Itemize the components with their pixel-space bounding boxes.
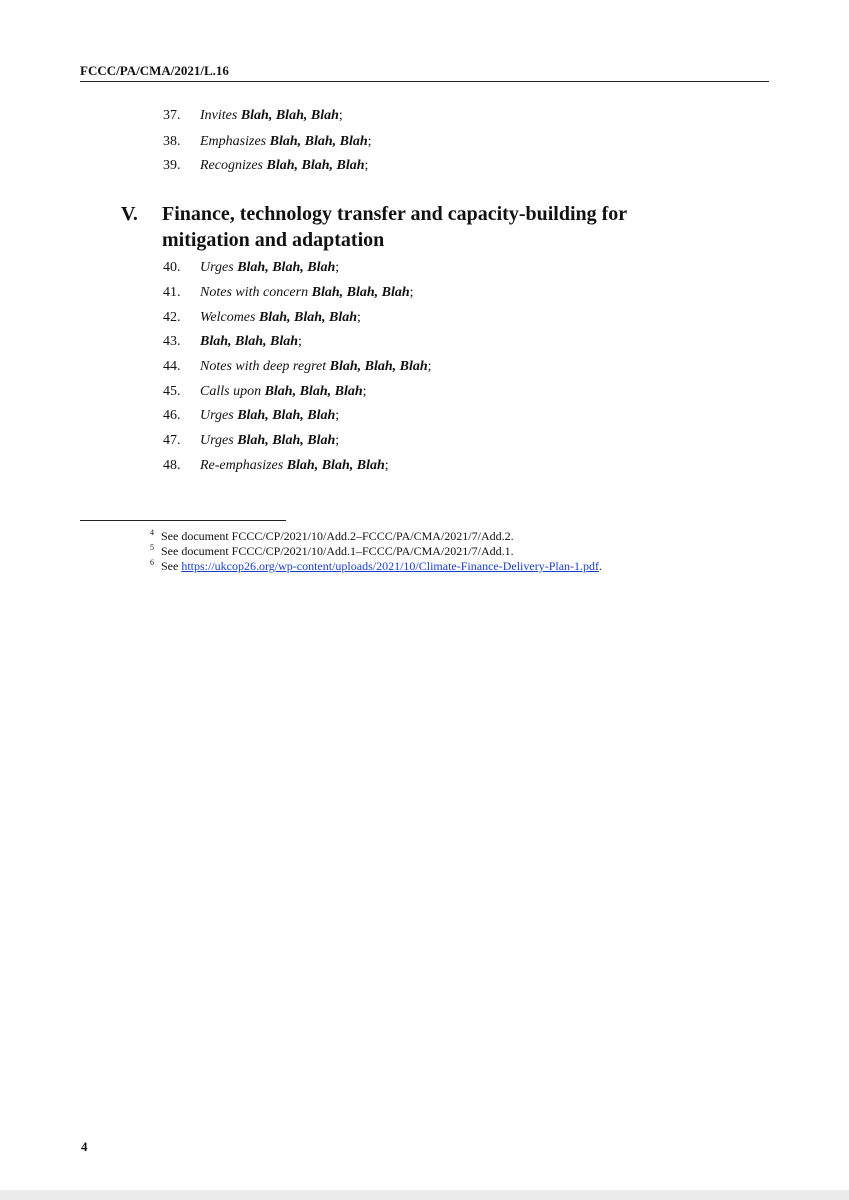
- operative-verb: Emphasizes: [200, 134, 267, 149]
- paragraph-number: 40.: [163, 260, 181, 275]
- paragraph-number: 48.: [163, 458, 181, 473]
- operative-verb: Re-emphasizes: [200, 458, 284, 473]
- paragraph-text: Blah, Blah, Blah: [258, 310, 358, 325]
- paragraph-text: Blah, Blah, Blah: [200, 334, 299, 349]
- paragraph-text: Blah, Blah, Blah: [286, 458, 385, 473]
- paragraph-47: 47. Urges Blah, Blah, Blah;: [163, 433, 340, 448]
- paragraph-42: 42. Welcomes Blah, Blah, Blah;: [163, 310, 361, 325]
- paragraph-number: 47.: [163, 433, 181, 448]
- paragraph-number: 39.: [163, 158, 181, 173]
- page-number: 4: [81, 1139, 88, 1154]
- paragraph-45: 45. Calls upon Blah, Blah, Blah;: [163, 384, 367, 399]
- paragraph-text: Blah, Blah, Blah: [237, 260, 336, 275]
- section-title: Finance, technology transfer and capacity-building for mitigation and adaptation: [162, 203, 627, 251]
- footnote-link[interactable]: https://ukcop26.org/wp-content/uploads/2021/10/Climate-Finance-Delivery-Plan-1.pdf: [181, 559, 600, 573]
- paragraph-number: 46.: [163, 408, 181, 423]
- paragraph-44: 44. Notes with deep regret Blah, Blah, Blah;: [163, 359, 432, 374]
- operative-verb: Welcomes: [200, 310, 256, 325]
- footnote-5: [150, 543, 514, 559]
- paragraph-37: 37. Invites Blah, Blah, Blah;: [163, 108, 343, 123]
- operative-verb: Calls upon: [200, 384, 262, 399]
- section-heading: [121, 201, 682, 253]
- paragraph-39: 39. Recognizes Blah, Blah, Blah;: [163, 158, 369, 173]
- paragraph-text: Blah, Blah, Blah: [311, 285, 410, 300]
- paragraph-number: 45.: [163, 384, 181, 399]
- operative-verb: Urges: [200, 260, 234, 275]
- paragraph-text: Blah, Blah, Blah: [329, 359, 428, 374]
- paragraph-number: 44.: [163, 359, 181, 374]
- operative-verb: Recognizes: [200, 158, 263, 173]
- footnote-mark: 6: [150, 558, 154, 567]
- operative-verb: Urges: [200, 433, 234, 448]
- header-rule: [80, 81, 769, 82]
- paragraph-text: Blah, Blah, Blah: [266, 158, 365, 173]
- footnote-6: [150, 558, 602, 574]
- footnote-text: See document FCCC/CP/2021/10/Add.2–FCCC/PA/CMA/2021/7/Add.2.: [161, 529, 514, 543]
- document-symbol: FCCC/PA/CMA/2021/L.16: [80, 63, 229, 78]
- operative-verb: Notes with concern: [200, 285, 309, 300]
- operative-verb: Invites: [200, 108, 238, 123]
- operative-verb: Notes with deep regret: [200, 359, 327, 374]
- footnote-mark: 4: [150, 528, 154, 537]
- paragraph-41: 41. Notes with concern Blah, Blah, Blah;: [163, 285, 414, 300]
- paragraph-number: 43.: [163, 334, 181, 349]
- footnote-suffix: .: [599, 559, 603, 573]
- paragraph-43: 43. Blah, Blah, Blah;: [163, 334, 302, 349]
- paragraph-text: Blah, Blah, Blah: [269, 134, 368, 149]
- paragraph-number: 38.: [163, 134, 181, 149]
- paragraph-text: Blah, Blah, Blah: [264, 384, 363, 399]
- operative-verb: Urges: [200, 408, 234, 423]
- paragraph-48: 48. Re-emphasizes Blah, Blah, Blah;: [163, 458, 389, 473]
- paragraph-40: 40. Urges Blah, Blah, Blah;: [163, 260, 340, 275]
- paragraph-46: 46. Urges Blah, Blah, Blah;: [163, 408, 340, 423]
- section-number: V.: [121, 203, 138, 225]
- paragraph-text: Blah, Blah, Blah: [240, 108, 339, 123]
- footnote-mark: 5: [150, 543, 154, 552]
- paragraph-number: 41.: [163, 285, 181, 300]
- footnote-rule: [80, 520, 286, 521]
- paragraph-number: 42.: [163, 310, 181, 325]
- footnote-prefix: See: [161, 559, 182, 573]
- footnote-text: See document FCCC/CP/2021/10/Add.1–FCCC/PA/CMA/2021/7/Add.1.: [161, 544, 514, 558]
- paragraph-text: Blah, Blah, Blah: [237, 433, 336, 448]
- footnote-4: [150, 528, 514, 544]
- paragraph-38: 38. Emphasizes Blah, Blah, Blah;: [163, 134, 372, 149]
- paragraph-number: 37.: [163, 108, 181, 123]
- paragraph-text: Blah, Blah, Blah: [237, 408, 336, 423]
